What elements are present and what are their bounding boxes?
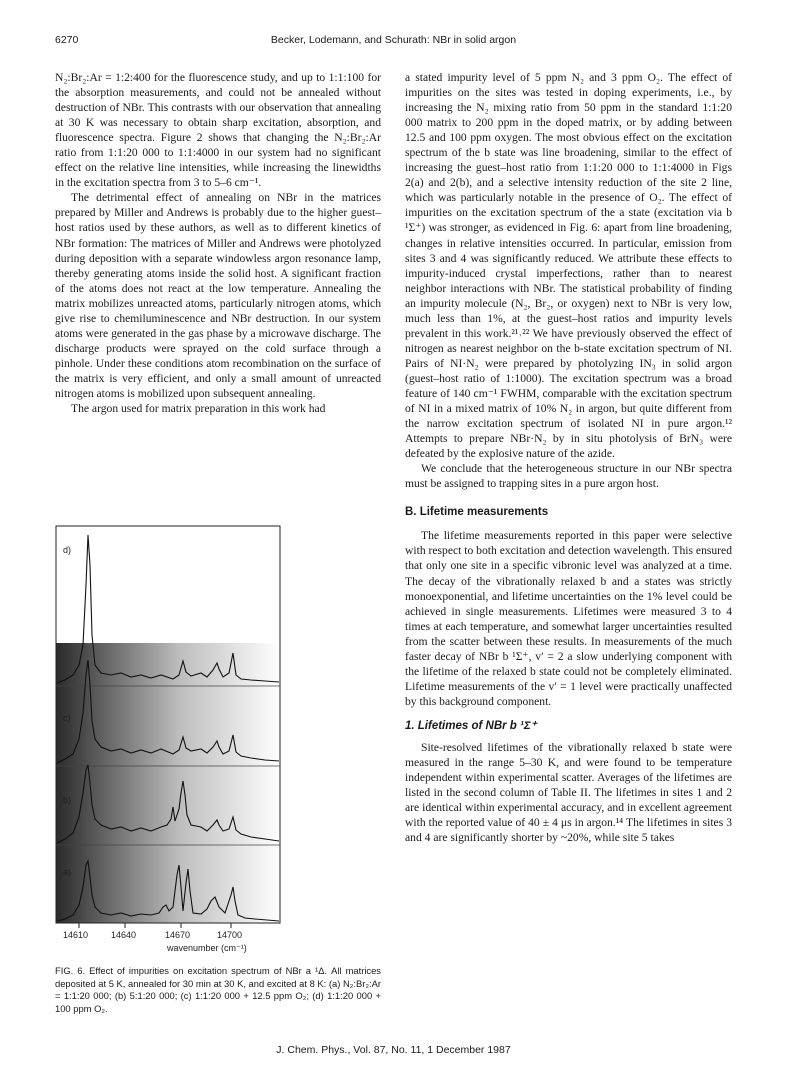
paragraph: a stated impurity level of 5 ppm N₂ and 3 ppm O₂. The effect of impurities on the sites was tested in doping experiments, i.e., by increasing the N₂ mixing ratio from 50 ppm in the standard 1:1:20 000 matrix to 200 ppm in the doped matrix, or by adding between 12.5 and 100 ppm oxygen. The most obvious effect on the excitation spectrum of the b state was line broadening, similar to the effect of increasing the guest–host ratio from 1:1:20 000 to 1:1:4000 in Figs 2(a) and 2(b), and a selective intensity reduction of the site 2 line, which was particularly notable in the presence of O₂. The effect of impurities on the excitation spectrum of the a state (excitation via b ¹Σ⁺) was stronger, as evidenced in Fig. 6: apart from line broadening, changes in relative intensities occurred. In particular, emission from sites 3 and 4 was significantly reduced. We attribute these effects to impurity-induced crystal imperfections, rather than to nearest neighbor interactions with NBr. The statistical probability of finding an impurity molecule (N₂, Br₂, or oxygen) next to NBr is very low, much less than 1%, at the guest–host ratios and impurity levels prevalent in this work.²¹˒²² We have previously observed the effect of nitrogen as nearest neighbor on the b-state excitation spectrum of NI. Pairs of NI·N₂ were prepared by photolyzing IN₃ in solid argon (guest–host ratio of 1:1000). The excitation spectrum was a broad feature of 140 cm⁻¹ FWHM, comparable with the excitation spectrum of NI in a mixed matrix of 10% N₂ in argon, but quite different from the narrow excitation spectrum of isolated NI in pure argon.¹² Attempts to prepare NBr·N₂ by in situ photolysis of BrN₃ were defeated by the explosive nature of the azide. <box>405 71 732 461</box>
spectrum-plot <box>55 525 355 955</box>
paragraph: The detrimental effect of annealing on NBr in the matrices prepared by Miller and Andrews is probably due to the higher guest–host ratios used by these authors, as well as to different kinetics of NBr formation: The matrices of Miller and Andrews were photolyzed during deposition with a separate windowless argon resonance lamp, thereby generating atoms inside the solid host. A significant fraction of the atoms does not react at the low temperature. Annealing the matrix mobilizes unreacted atoms, particularly nitrogen atoms, which give rise to chemiluminescence and NBr destruction. In our system atoms were generated in the gas phase by a microwave discharge. The discharge products were sprayed on the cold surface through a pinhole. Under these conditions atom recombination on the surface of the matrix is very efficient, and only a small amount of unreacted nitrogen atoms is mobilized upon subsequent annealing. <box>55 191 381 400</box>
tick-label: 14640 <box>111 930 137 940</box>
tick-label: 14700 <box>217 930 243 940</box>
x-axis-label: wavenumber (cm⁻¹) <box>167 943 247 953</box>
left-column <box>55 70 381 416</box>
panel-label-d: d) <box>63 545 72 555</box>
paragraph: The argon used for matrix preparation in this work had <box>71 402 326 416</box>
page-number: 6270 <box>55 34 79 46</box>
panel-label-c: c) <box>63 713 71 723</box>
tick-label: 14610 <box>63 930 89 940</box>
tick-label: 14670 <box>165 930 191 940</box>
paragraph: N₂:Br₂:Ar = 1:2:400 for the fluorescence study, and up to 1:1:100 for the absorption measurements, and could not be annealed without destruction of NBr. This contrasts with our observation that annealing at 30 K was necessary to obtain sharp excitation, absorption, and fluorescence spectra. Figure 2 shows that changing the N₂:Br₂:Ar ratio from 1:1:20 000 to 1:1:4000 in our system had no significant effect on the relative line intensities, while increasing the linewidths in the excitation spectra from 3 to 5–6 cm⁻¹. <box>55 71 381 190</box>
right-column <box>405 70 732 845</box>
journal-footer: J. Chem. Phys., Vol. 87, No. 11, 1 December 1987 <box>276 1044 511 1056</box>
figure-6 <box>55 525 355 955</box>
subsection-heading: 1. Lifetimes of NBr b ¹Σ⁺ <box>405 719 537 732</box>
paragraph: The lifetime measurements reported in this paper were selective with respect to both excitation and detection wavelength. This ensured that only one site in a specific vibronic level was analyzed at a time. The decay of the vibrationally relaxed b and a states was strictly monoexponential, and lifetime uncertainties on the 1% level could be achieved in single measurements. Lifetimes were measured 3 to 4 times at each temperature, and somewhat larger uncertainties resulted from the scatter between these results. In measurements of the much faster decay of NBr b ¹Σ⁺, v′ = 2 a slow underlying component with the lifetime of the relaxed b state could not be completely eliminated. Lifetime measurements of the v′ = 1 level were practically unaffected by this background component. <box>405 529 732 708</box>
section-heading: B. Lifetime measurements <box>405 506 549 519</box>
panel-label-b: b) <box>63 795 72 805</box>
running-title: Becker, Lodemann, and Schurath: NBr in solid argon <box>270 34 517 46</box>
panel-label-a: a) <box>63 867 72 877</box>
paragraph: We conclude that the heterogeneous structure in our NBr spectra must be assigned to trapping sites in a pure argon host. <box>405 462 732 491</box>
figure-caption: FIG. 6. Effect of impurities on excitation spectrum of NBr a ¹Δ. All matrices deposited at 5 K, annealed for 30 min at 30 K, and excited at 8 K: (a) N₂:Br₂:Ar = 1:1:20 000; (b) 5:1:20 000; (c) 1:1:20 000 + 12.5 ppm O₂; (d) 1:1:20 000 + 100 ppm O₂. <box>55 965 381 1014</box>
paragraph: Site-resolved lifetimes of the vibrationally relaxed b state were measured in the range 5–30 K, and were found to be temperature independent within experimental scatter. Averages of the lifetimes are listed in the second column of Table II. The lifetimes in sites 1 and 2 are identical within experimental accuracy, and in excellent agreement with the reported value of 40 ± 4 μs in argon.¹⁴ The lifetimes in sites 3 and 4 are significantly shorter by ~20%, while site 5 takes <box>405 740 732 845</box>
